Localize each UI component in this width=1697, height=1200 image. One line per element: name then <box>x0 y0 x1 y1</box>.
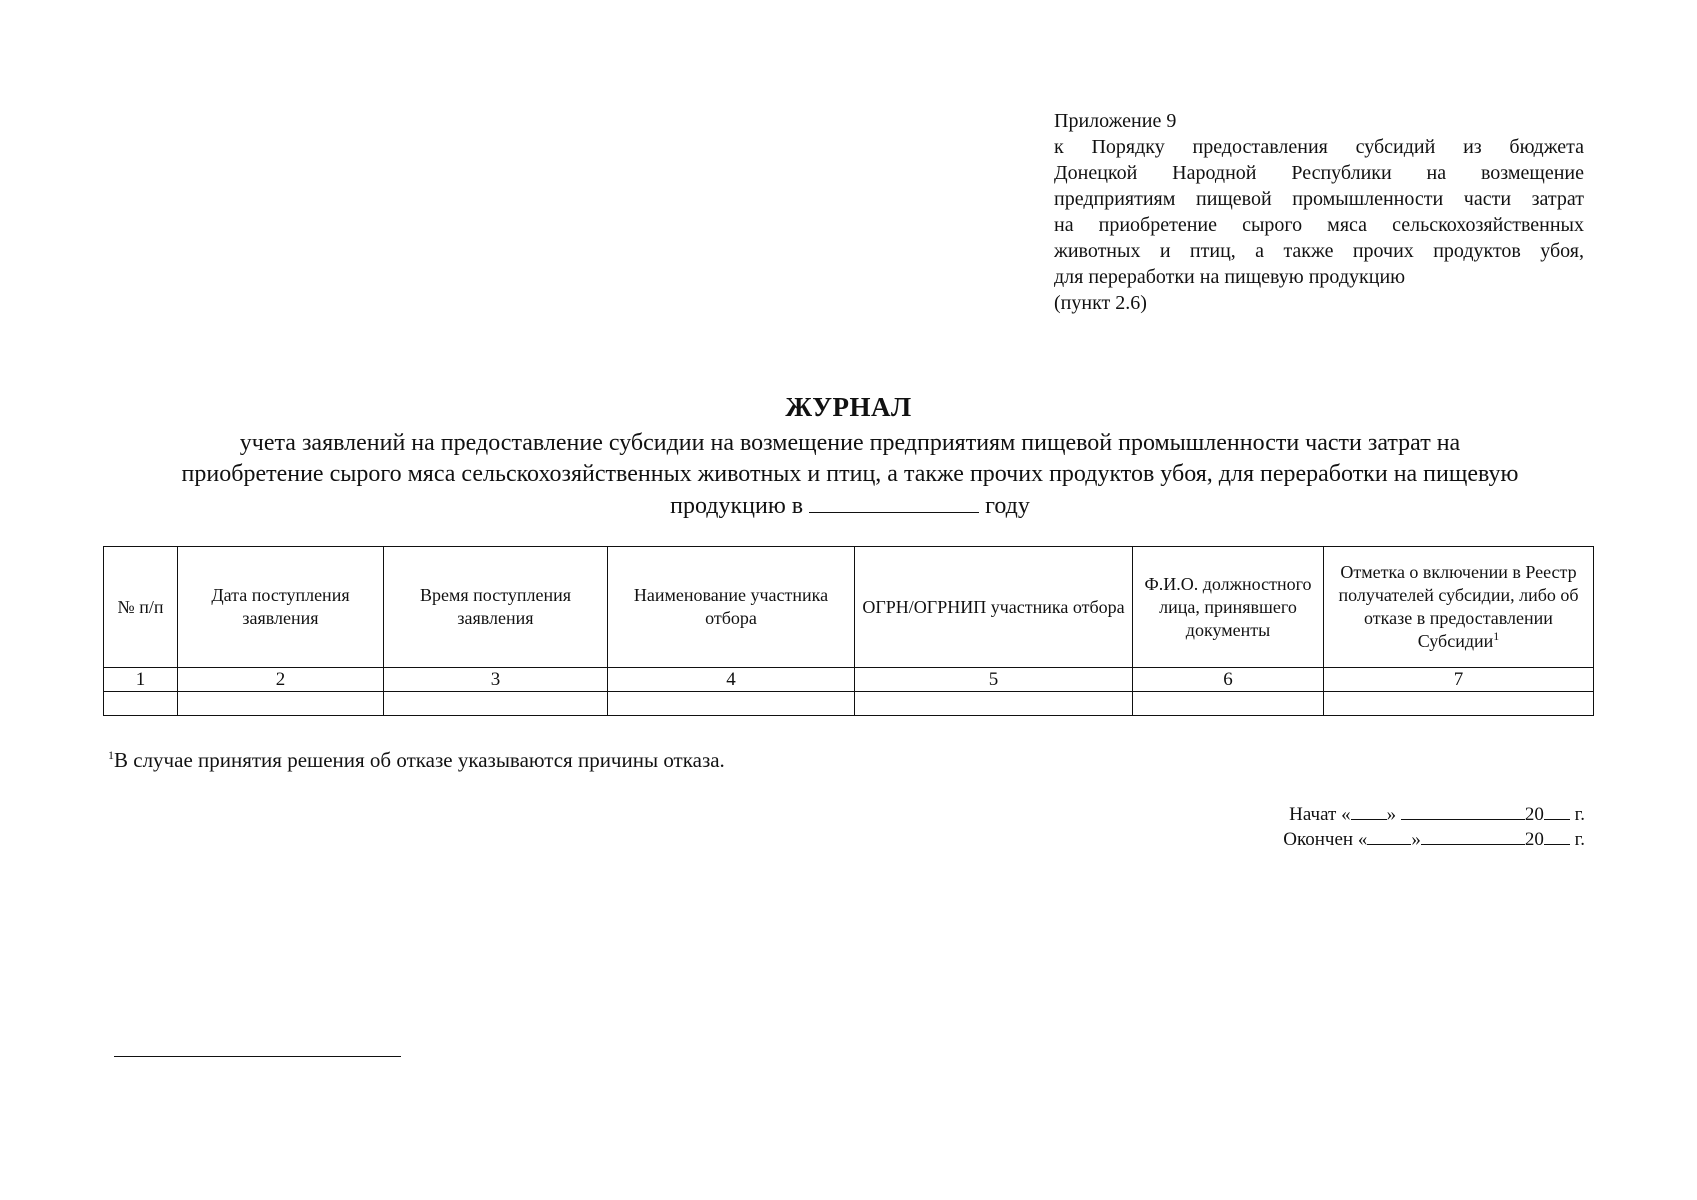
header-footnote-mark: 1 <box>1493 629 1500 643</box>
header-participant-name: Наименование участника отбора <box>608 547 855 668</box>
document-title: ЖУРНАЛ <box>785 392 912 422</box>
table-cell[interactable] <box>104 692 178 716</box>
table-header-row <box>104 547 1594 668</box>
footnote <box>108 748 725 773</box>
subtitle-line-3-start: продукцию в <box>670 493 804 519</box>
footnote-separator-line <box>114 1056 401 1057</box>
started-year-suffix: г. <box>1569 804 1585 825</box>
appendix-line: животных и птиц, а также прочих продуктов убоя, <box>1054 240 1584 262</box>
column-number: 1 <box>104 668 178 692</box>
appendix-line: для переработки на пищевую продукцию <box>1054 266 1406 288</box>
appendix-line: на приобретение сырого мяса сельскохозяйственных <box>1054 214 1584 236</box>
header-official-name: Ф.И.О. должностного лица, принявшего документы <box>1133 547 1324 668</box>
header-registry-mark-text: Отметка о включении в Реестр получателей субсидии, либо об отказе в предоставлении Субсидии <box>1338 562 1579 651</box>
subtitle-line-3-end: году <box>985 493 1030 519</box>
finished-date-line <box>1230 827 1585 852</box>
column-number-row <box>104 668 1594 692</box>
table-cell[interactable] <box>1324 692 1594 716</box>
started-date-line <box>1230 802 1585 827</box>
journal-dates <box>1230 802 1585 852</box>
finished-month-field[interactable] <box>1421 827 1525 845</box>
started-year-prefix: 20 <box>1524 804 1544 825</box>
appendix-line: к Порядку предоставления субсидий из бюджета <box>1054 136 1584 158</box>
header-ogrn: ОГРН/ОГРНИП участника отбора <box>855 547 1133 668</box>
finished-quote-close: » <box>1411 829 1421 850</box>
subtitle-line-3 <box>100 490 1600 522</box>
started-quote-close: » <box>1386 804 1397 825</box>
table-cell[interactable] <box>608 692 855 716</box>
column-number: 4 <box>608 668 855 692</box>
finished-year-prefix: 20 <box>1524 829 1544 850</box>
journal-table <box>103 546 1594 716</box>
table-cell[interactable] <box>1133 692 1324 716</box>
subtitle-line-2: приобретение сырого мяса сельскохозяйственных животных и птиц, а также прочих продуктов убоя, для переработки на пищевую <box>181 461 1519 487</box>
table-cell[interactable] <box>855 692 1133 716</box>
appendix-line: Донецкой Народной Республики на возмещение <box>1054 162 1584 184</box>
appendix-line: предприятиям пищевой промышленности части затрат <box>1054 188 1584 210</box>
started-label: Начат « <box>1289 804 1351 825</box>
year-blank-field[interactable] <box>809 490 979 513</box>
footnote-mark: 1 <box>108 748 114 762</box>
table-row <box>104 692 1594 716</box>
started-year-field[interactable] <box>1544 802 1570 820</box>
started-month-field[interactable] <box>1401 802 1525 820</box>
appendix-line: Приложение 9 <box>1054 110 1177 132</box>
column-number: 2 <box>178 668 384 692</box>
finished-year-field[interactable] <box>1544 827 1570 845</box>
header-number: № п/п <box>104 547 178 668</box>
appendix-block <box>1054 108 1584 316</box>
table-cell[interactable] <box>384 692 608 716</box>
column-number: 3 <box>384 668 608 692</box>
header-date: Дата поступления заявления <box>178 547 384 668</box>
appendix-line: (пункт 2.6) <box>1054 292 1147 314</box>
header-time: Время поступления заявления <box>384 547 608 668</box>
header-registry-mark <box>1324 547 1594 668</box>
column-number: 7 <box>1324 668 1594 692</box>
finished-year-suffix: г. <box>1569 829 1585 850</box>
subtitle-line-1: учета заявлений на предоставление субсидии на возмещение предприятиям пищевой промышленности части затрат на <box>239 430 1461 456</box>
finished-day-field[interactable] <box>1367 827 1411 845</box>
started-day-field[interactable] <box>1351 802 1387 820</box>
finished-label: Окончен « <box>1283 829 1368 850</box>
column-number: 6 <box>1133 668 1324 692</box>
footnote-text: В случае принятия решения об отказе указываются причины отказа. <box>114 748 725 772</box>
column-number: 5 <box>855 668 1133 692</box>
table-cell[interactable] <box>178 692 384 716</box>
document-subtitle <box>100 428 1600 522</box>
